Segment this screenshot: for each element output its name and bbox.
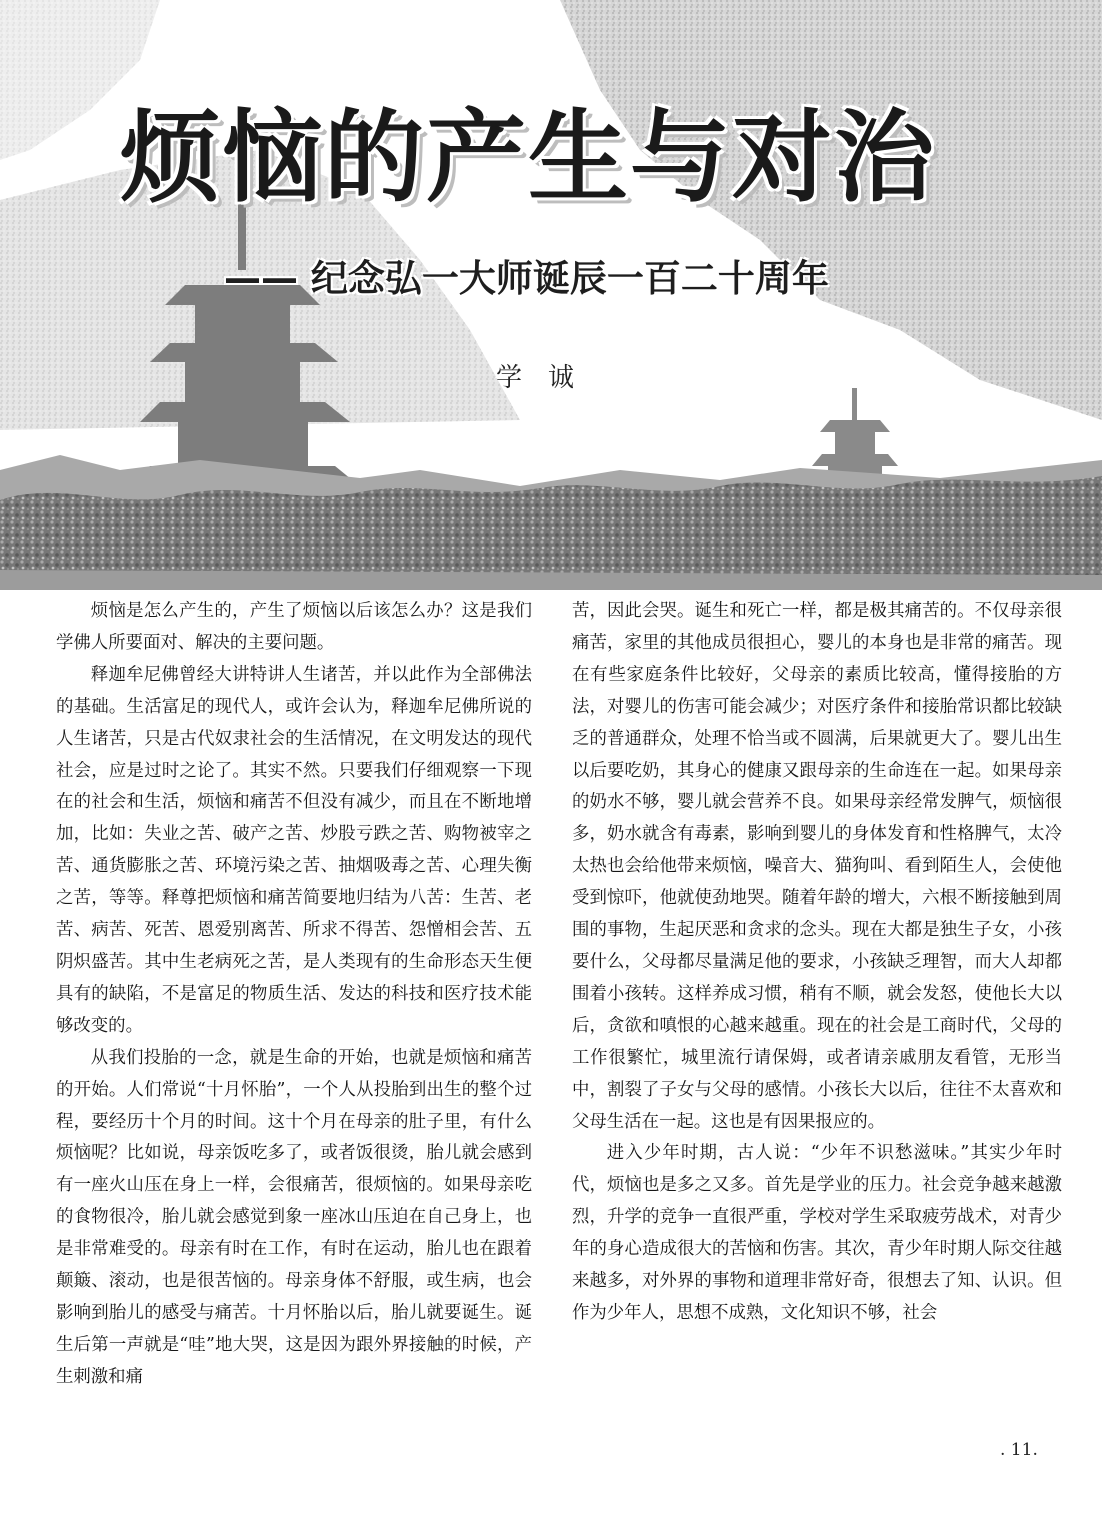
body-column-right bbox=[572, 596, 1062, 1330]
paragraph: 进入少年时期，古人说：“少年不识愁滋味。”其实少年时代，烦恼也是多之又多。首先是学业的压力。社会竞争越来越激烈，升学的竞争一直很严重，学校对学生采取疲劳战术，对青少年的身心造成很大的苦恼和伤害。其次，青少年时期人际交往越来越多，对外界的事物和道理非常好奇，很想去了知、认识。但作为少年人，思想不成熟，文化知识不够，社会 bbox=[572, 1143, 1062, 1323]
paragraph: 释迦牟尼佛曾经大讲特讲人生诸苦，并以此作为全部佛法的基础。生活富足的现代人，或许会认为，释迦牟尼佛所说的人生诸苦，只是古代奴隶社会的生活情况，在文明发达的现代社会，应是过时之论了。其实不然。只要我们仔细观察一下现在的社会和生活，烦恼和痛苦不但没有减少，而且在不断地增加，比如：失业之苦、破产之苦、炒股亏跌之苦、购物被宰之苦、通货膨胀之苦、环境污染之苦、抽烟吸毒之苦、心理失衡之苦，等等。释尊把烦恼和痛苦简要地归结为八苦：生苦、老苦、病苦、死苦、恩爱别离苦、所求不得苦、怨憎相会苦、五阴炽盛苦。其中生老病死之苦，是人类现有的生命形态天生便具有的缺陷，不是富足的物质生活、发达的科技和医疗技术能够改变的。 bbox=[56, 664, 532, 1036]
header-banner-image bbox=[0, 0, 1102, 590]
paragraph-continuation: 苦，因此会哭。诞生和死亡一样，都是极其痛苦的。不仅母亲很痛苦，家里的其他成员很担心，婴儿的本身也是非常的痛苦。现在有些家庭条件比较好，父母亲的素质比较高，懂得接胎的方法，对婴儿的伤害可能会减少；对医疗条件和接胎常识都比较缺乏的普通群众，处理不恰当或不圆满，后果就更大了。婴儿出生以后要吃奶，其身心的健康又跟母亲的生命连在一起。如果母亲的奶水不够，婴儿就会营养不良。如果母亲经常发脾气，烦恼很多，奶水就含有毒素，影响到婴儿的身体发育和性格脾气，太冷太热也会给他带来烦恼，噪音大、猫狗叫、看到陌生人，会使他受到惊吓，他就使劲地哭。随着年龄的增大，六根不断接触到周围的事物，生起厌恶和贪求的念头。现在大都是独生子女，小孩要什么，父母都尽量满足他的要求，小孩缺乏理智，而大人却都围着小孩转。这样养成习惯，稍有不顺，就会发怒，使他长大以后，贪欲和嗔恨的心越来越重。现在的社会是工商时代，父母的工作很繁忙，城里流行请保姆，或者请亲戚朋友看管，无形当中，割裂了子女与父母的感情。小孩长大以后，往往不太喜欢和父母生活在一起。这也是有因果报应的。 bbox=[572, 601, 1062, 1132]
article-title: 烦恼的产生与对治 bbox=[120, 99, 936, 216]
page-number: . 11. bbox=[1000, 1440, 1038, 1460]
body-column-left bbox=[56, 596, 532, 1394]
paragraph: 烦恼是怎么产生的，产生了烦恼以后该怎么办？这是我们学佛人所要面对、解决的主要问题。 bbox=[56, 601, 532, 653]
article-subtitle: —— 纪念弘一大师诞辰一百二十周年 bbox=[224, 257, 829, 300]
paragraph: 从我们投胎的一念，就是生命的开始，也就是烦恼和痛苦的开始。人们常说“十月怀胎”，一个人从投胎到出生的整个过程，要经历十个月的时间。这十个月在母亲的肚子里，有什么烦恼呢？比如说，母亲饭吃多了，或者饭很烫，胎儿就会感到有一座火山压在身上一样，会很痛苦，很烦恼的。如果母亲吃的食物很冷，胎儿就会感觉到象一座冰山压迫在自己身上，也是非常难受的。母亲有时在工作，有时在运动，胎儿也在跟着颠簸、滚动，也是很苦恼的。母亲身体不舒服，或生病，也会影响到胎儿的感受与痛苦。十月怀胎以后，胎儿就要诞生。诞生后第一声就是“哇”地大哭，这是因为跟外界接触的时候，产生刺激和痛 bbox=[56, 1047, 532, 1387]
article-author: 学 诚 bbox=[496, 363, 575, 393]
